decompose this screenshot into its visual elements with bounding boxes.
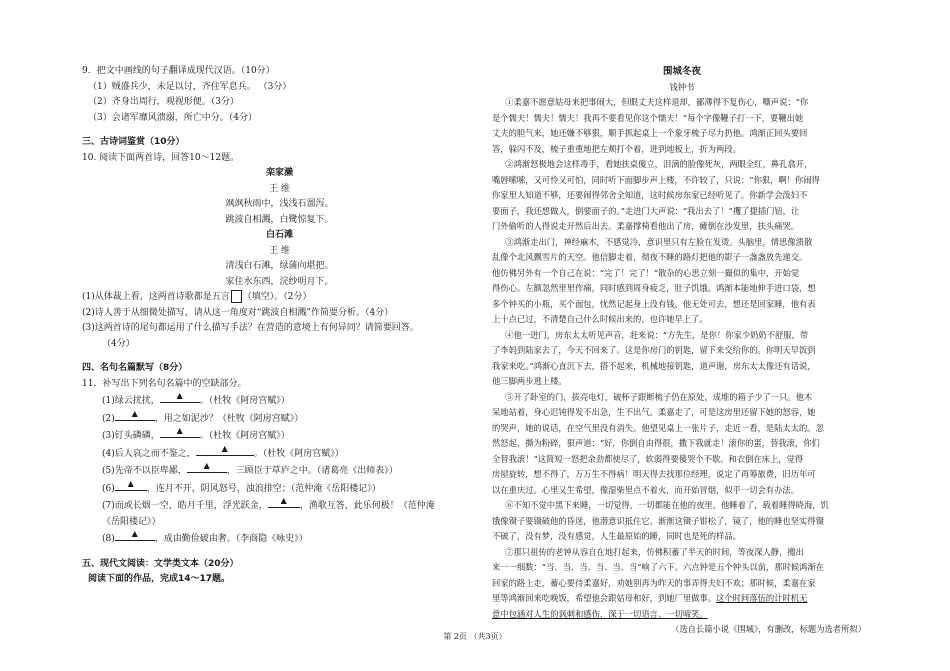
article-line: 回家的路上走，蓄心要待柔嘉好，劝她别再为昨天的事弄得夫妇不欢；那时候，柔嘉在家 — [492, 577, 816, 588]
article-line: ②鸿渐怒极地会这样毒手，看她扶桌傻立，泪滴的脸像死灰，两眼全红，鼻孔翕开， — [505, 159, 813, 169]
article-body — [492, 95, 872, 622]
article-line: ③鸿渐走出门，神经麻木，不感觉冷，意识里只有左脸在发烫。头脑里，情思像溃散 — [505, 236, 813, 247]
fill-blank[interactable]: ▲ — [115, 480, 147, 491]
poem1-line: 飒飒秋雨中，浅浅石溜泻。 — [225, 199, 334, 209]
article-line: 饿像镊子要镊破他的昏迷，他潜意识抵住它。渐渐这镊子钳松了，镜了，他的睡也坚实得镊 — [492, 515, 824, 526]
fill-blank[interactable]: ▲ — [196, 445, 254, 456]
q10-sub1: (1)从体裁上看，这两首诗歌都是五言 （填空）。（2分） — [82, 292, 312, 302]
article-line: 答，躲闪不及，梳子重重地把左颊打个着，迸到地板上，折为两段。 — [492, 143, 741, 154]
poem1-title: 栾家濑 — [265, 168, 293, 178]
fill-item: (2) ▲ ，用之如泥沙？（杜牧《阿房宫赋》） — [102, 408, 304, 424]
article-line: 以在重庆过。心里又生希望，像湿柴里点不着火，而开始冒烟，似乎一切会有办法。 — [492, 484, 799, 495]
article-line: 上十点已过，不清楚自己什么时候出来的，也许她早上了。 — [492, 314, 708, 324]
q11-prompt: 11．补写出下列名句名篇中的空缺部分。 — [82, 378, 247, 389]
article-line: 得伤心。左额忽然里里作痛，同时感到周身疲乏，肚子饥饿。鸿渐本能地伸手进口袋，想 — [492, 283, 816, 293]
article-author: 钱钟书 — [669, 81, 695, 92]
poem2-author: 王 维 — [269, 245, 290, 256]
fill-blank[interactable]: ▲ — [115, 410, 155, 421]
fill-blank[interactable]: ▲ — [187, 462, 227, 473]
article-line: 了李妈到陆家去了，今天不回来了。这是你房门的钥匙，留下来交给你的。你明天早饭到 — [492, 345, 816, 355]
q10-sub3: (3)这两首诗的尾句都运用了什么描写手法？在营造的意境上有何异同？请简要回答。 — [82, 323, 419, 333]
fill-item: (1)绿云扰扰， ▲ 。（杜牧《阿房宫赋》） — [102, 391, 290, 406]
q9-item: （3）会诸军靡风溃溺，所亡中分。（4分） — [88, 112, 257, 123]
article-title: 围城冬夜 — [662, 66, 701, 77]
left-column — [82, 64, 477, 588]
section5-instruction: 阅读下面的作品，完成14～17题。 — [88, 574, 231, 584]
poem1-author: 王 维 — [269, 183, 290, 194]
article-line: ⑤开了卧室的门，拔亮电灯，破杯子跟断梳子仍在原处，成堆的箱子少了一只。他木 — [505, 391, 813, 402]
q9-prompt: 9．把文中画线的句子翻译成现代汉语。（10分） — [82, 66, 275, 76]
fill-item: (3)钉头磷磷， ▲ 。（杜牧《阿房宫赋》） — [102, 426, 290, 441]
q9-item: （1）贼盛兵少，未足以讨，齐住军息兵。 （3分） — [88, 81, 292, 92]
q10-sub2: (2)诗人善于从细微处描写，请从这一角度对“跳波自相溅”作简要分析。（4分） — [82, 307, 394, 318]
section3-heading: 三、古诗词鉴赏（10分） — [82, 137, 185, 147]
poem2-line: 清浅白石滩，绿蒲向堪把。 — [225, 261, 334, 271]
page-footer: 第 2页 （共3页） — [443, 632, 507, 641]
article-line: 全替我滚！”这简短一怒把余劲都使尽了，软弱得要傻哭个不歇。和衣倒在床上，觉得 — [492, 453, 804, 464]
q9-item: （2）齐身出周行，观视形便。（3分） — [88, 97, 239, 107]
article-line: ⑦那只祖传的老钟从容自在地打起来，仿佛积蓄了半天的时间，等夜深人静，搬出 — [505, 546, 804, 557]
article-line: 丈夫的胆气来，她还嫌不够狠，顺手抓起桌上一个象牙梳子尽力扔他。鸿渐正回头要回 — [492, 128, 808, 138]
poem2-title: 白石滩 — [265, 230, 293, 240]
article-line: 门外偷听的人得说走开然后出去。柔嘉撑椅看他出了房，瘫倒在沙发里，扶头痛哭。 — [492, 221, 799, 231]
article-line: 房屋旋转，想不得了，万万生不得病！明天得去找那位经理，说定了再筹旅费，旧历年可 — [492, 469, 816, 479]
article-line: 你家里人知道不够，还要闹得邻舍全知道，这时候房东家已经听见了。你新学会泼妇不 — [492, 190, 808, 200]
article-line: 呆地站着，身心迟钝得发不出急，生不出气。柔嘉走了，可是这房里还留下她的怒容，她 — [492, 407, 816, 417]
article-line: 意中包涵对人生的讽刺和感伤，深于一切语言、一切啼笑。 — [492, 608, 708, 619]
article-line: 乱像个北风飘雪片的天空。他信脚走着，彻夜不睡的路灯把他的影子一盏盏放先递交。 — [492, 252, 808, 262]
article-line: 的哭声，她的说话，在空气里没有消失。他望见桌上一张片子，走近一看，是陆太太的。忽 — [492, 422, 824, 433]
article-line: 多个钟买的小瓶，买个面包，忧然记起身上没有钱，他无处可去，想还是回家睡，他有表 — [492, 298, 816, 309]
article-line: 要面子，我还想做人，倒要面子的。”走进门大声说：“我出去了！”攫了捷插门钮，让 — [492, 205, 800, 216]
article-line: 来一一细数：“当、当、当、当、当、当”响了六下。六点钟是五个钟头以前，那时候鸿渐在 — [492, 562, 825, 572]
article-line: 他仿佛另外有一个自己在说：“完了！完了！”散杂的心思立刻一撮似的集中，开始觉 — [492, 267, 800, 278]
article-line: 我家来吃。”鸿渐心直沉下去，搭不起来，机械地接钥匙，道声谢，房东太太像还有话说， — [492, 360, 816, 371]
article-source: （选自长篇小说《围城》，有删改，标题为选者所拟） — [671, 624, 866, 634]
article-line: 是个懦夫！懦夫！懦夫！我再不要看见你这个懦夫！”每个字像鞭子打一下，要鞭出她 — [492, 112, 804, 123]
right-column — [492, 64, 872, 638]
article-line: 嘴唇嗦嗦，又可怜又可怕，同时听下面脚步声上楼，不许较了，只说：“你狠，啊！你闹得 — [492, 174, 820, 185]
article-line: 他三脚两步逃上楼。 — [492, 376, 567, 386]
fill-blank[interactable]: ▲ — [268, 497, 300, 508]
q10-prompt: 10. 阅读下面两首诗，回答10～12题。 — [82, 152, 240, 163]
fill-item: (7)而或长烟一空，皓月千里，浮光跃金， ▲ ，渔歌互答，此乐何极！（范仲淹 — [102, 496, 435, 511]
fill-item: (5)先帝不以臣卑鄙， ▲ ，三顾臣于草庐之中。（诸葛亮《出师表》） — [102, 461, 398, 476]
article-line: ①柔嘉不愿意姑母来把事闹大，但眼丈夫这样退却，鄙薄得不复伤心，嘶声说：“你 — [505, 97, 809, 107]
article-line: ④他一进门，房东太太听见声音，赶来说：“方先生，是你！你家少奶奶不舒服，带 — [505, 329, 809, 340]
article-line: 不破了，没有梦，没有感觉，人生最原始的睡，同时也是死的样品。 — [492, 531, 741, 541]
section4-heading: 四、名句名篇默写（8分） — [82, 363, 188, 373]
article-line: 里等鸿渐回来吃晚饭，希望他会跟姑母和好，到她厂里做事。这个时间落伍的计时机无 — [492, 593, 808, 603]
fill-item: (6) ▲ ，连月不开，阴风怒号，浊浪排空；（范仲淹《岳阳楼记》） — [102, 478, 381, 494]
poem2-line: 家住水东西，浣纱明月下。 — [225, 276, 334, 287]
fill-item-cont: 《岳阳楼记》） — [102, 516, 161, 527]
article-line: ⑥不知不觉中黑下来睡，一切觉得，一切都能在他的夜里，他睡着了，载着睡得晓海，饥 — [505, 500, 829, 510]
answer-box[interactable] — [231, 290, 242, 303]
fill-item: (8) ▲ ，成由勤俭破由奢。（李商隐《咏史》） — [102, 529, 308, 544]
article-line: 然怒起，撕为粉碎，狠声道：“好，你倒自由得很，撒下我就走！滚你的蛋，替我滚，你们 — [492, 438, 820, 448]
fill-item: (4)后人哀之而不鉴之， ▲ 。（杜牧《阿房宫赋》） — [102, 443, 344, 459]
section5-heading: 五、现代文阅读：文学类文本（20分） — [82, 558, 239, 569]
fill-blank[interactable]: ▲ — [115, 530, 155, 541]
poem1-line: 跳波自相溅，白鹭惊复下。 — [225, 214, 334, 225]
q10-sub3-score: （4分） — [102, 338, 135, 349]
fill-blank[interactable]: ▲ — [160, 427, 200, 438]
fill-blank[interactable]: ▲ — [160, 392, 200, 403]
underlined-sentence: 这个时间落伍的计时机无 — [716, 593, 808, 603]
